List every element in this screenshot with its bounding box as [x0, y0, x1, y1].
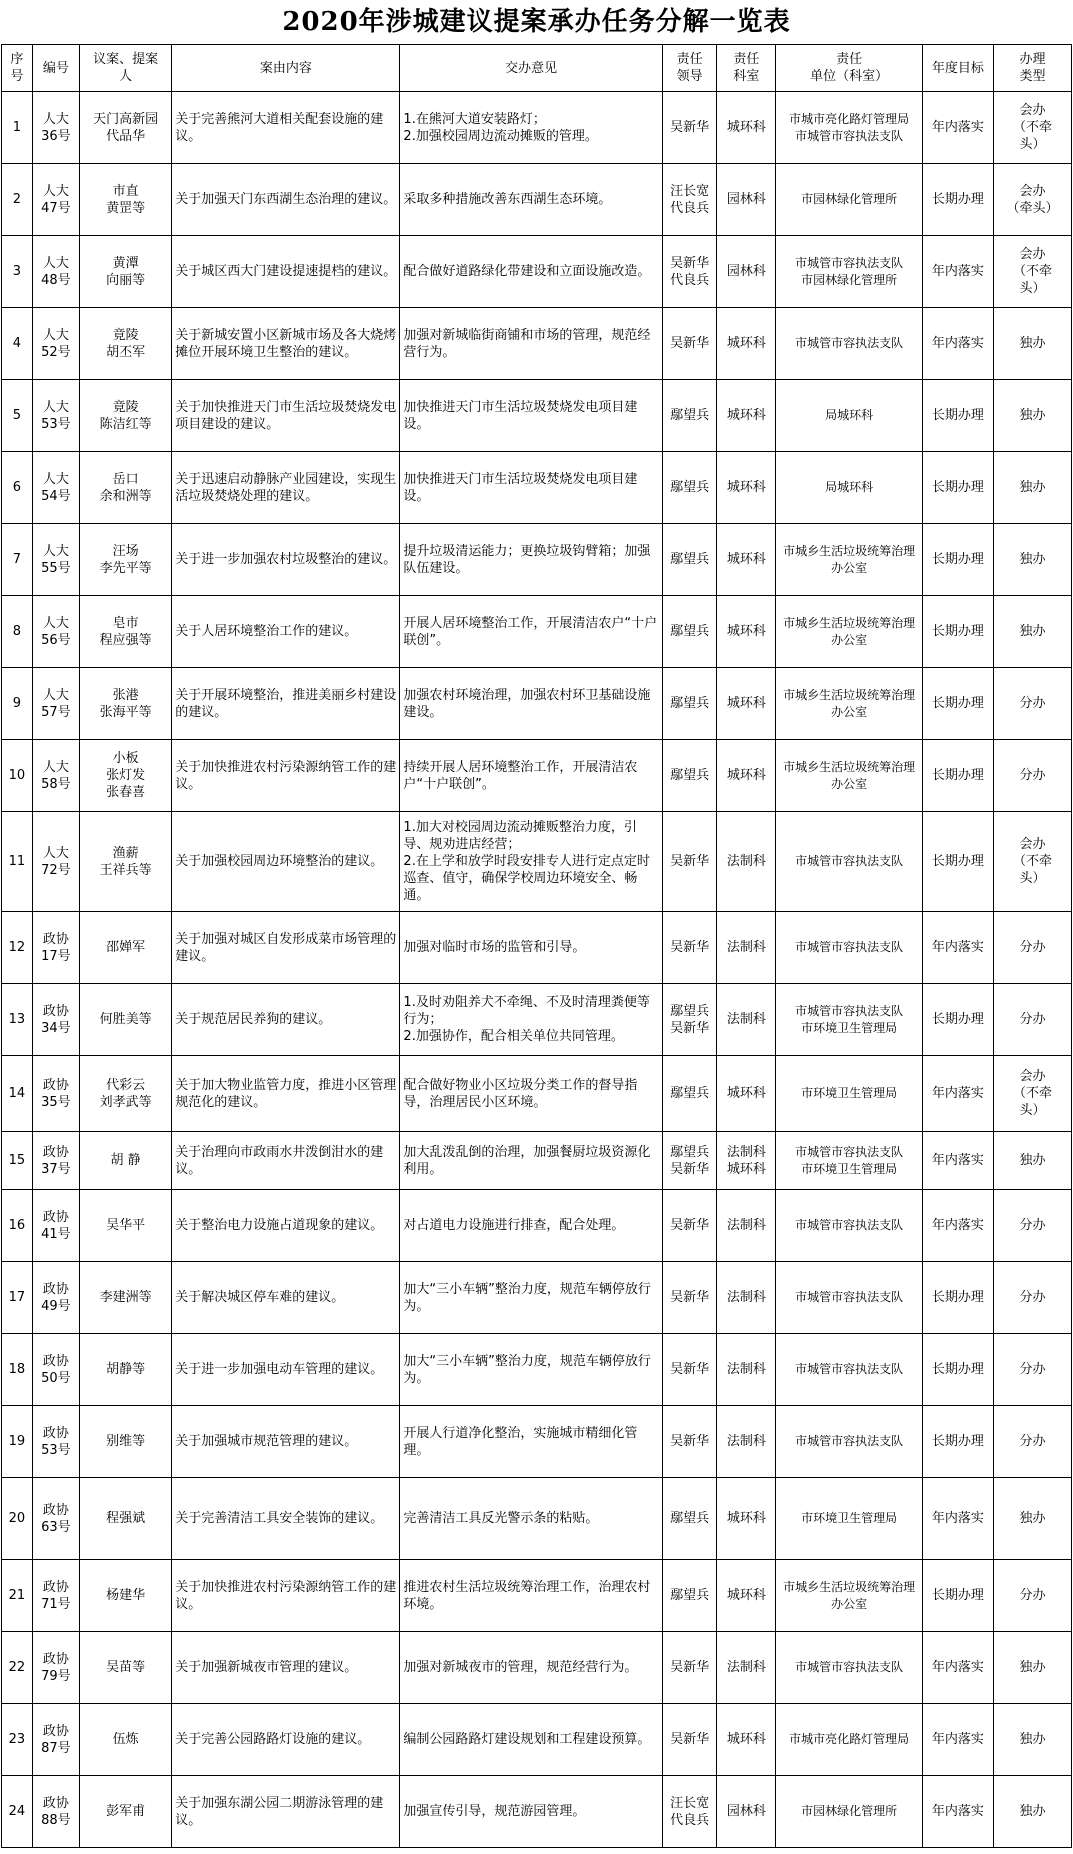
cell-opinion: 加大乱泼乱倒的治理，加强餐厨垃圾资源化利用。: [400, 1132, 662, 1190]
cell-opinion: 配合做好物业小区垃圾分类工作的督导指导，治理居民小区环境。: [400, 1056, 662, 1132]
table-row: [2, 812, 1072, 912]
table-row: [2, 236, 1072, 308]
cell-dept: 园林科: [717, 164, 776, 236]
cell-seq: 15: [2, 1132, 33, 1190]
header-unit: 责任 单位（科室）: [776, 45, 923, 92]
cell-subject: 关于加强对城区自发形成菜市场管理的建议。: [172, 912, 400, 984]
table-row: [2, 1478, 1072, 1560]
cell-code: 人大 58号: [32, 740, 79, 812]
cell-proposer: 小板 张灯发 张春喜: [80, 740, 172, 812]
cell-goal: 长期办理: [922, 740, 993, 812]
cell-dept: 城环科: [717, 1478, 776, 1560]
cell-subject: 关于加强城市规范管理的建议。: [172, 1406, 400, 1478]
header-subject: 案由内容: [172, 45, 400, 92]
cell-unit: 市城管市容执法支队: [776, 308, 923, 380]
table-row: [2, 1406, 1072, 1478]
cell-seq: 24: [2, 1776, 33, 1848]
cell-dept: 城环科: [717, 452, 776, 524]
cell-seq: 9: [2, 668, 33, 740]
cell-opinion: 编制公园路路灯建设规划和工程建设预算。: [400, 1704, 662, 1776]
cell-goal: 年内落实: [922, 1478, 993, 1560]
cell-unit: 市城管市容执法支队: [776, 1406, 923, 1478]
cell-proposer: 竟陵 胡丕军: [80, 308, 172, 380]
cell-subject: 关于加强东湖公园二期游泳管理的建议。: [172, 1776, 400, 1848]
cell-dept: 法制科: [717, 1190, 776, 1262]
cell-code: 政协 34号: [32, 984, 79, 1056]
cell-proposer: 渔薪 王祥兵等: [80, 812, 172, 912]
cell-type: 分办: [993, 1334, 1071, 1406]
cell-goal: 长期办理: [922, 668, 993, 740]
cell-opinion: 加大“三小车辆”整治力度，规范车辆停放行为。: [400, 1262, 662, 1334]
cell-leader: 鄢望兵 吴新华: [662, 1132, 716, 1190]
cell-opinion: 加大“三小车辆”整治力度，规范车辆停放行为。: [400, 1334, 662, 1406]
table-row: [2, 668, 1072, 740]
cell-seq: 7: [2, 524, 33, 596]
cell-dept: 园林科: [717, 236, 776, 308]
cell-code: 政协 41号: [32, 1190, 79, 1262]
cell-leader: 吴新华: [662, 1334, 716, 1406]
header-dept: 责任 科室: [717, 45, 776, 92]
cell-proposer: 吴苗等: [80, 1632, 172, 1704]
cell-proposer: 杨建华: [80, 1560, 172, 1632]
cell-goal: 年内落实: [922, 912, 993, 984]
cell-leader: 吴新华: [662, 92, 716, 164]
cell-unit: 市城市亮化路灯管理局: [776, 1704, 923, 1776]
cell-code: 政协 50号: [32, 1334, 79, 1406]
table-row: [2, 984, 1072, 1056]
cell-unit: 市城管市容执法支队: [776, 812, 923, 912]
cell-unit: 市城管市容执法支队: [776, 1262, 923, 1334]
cell-subject: 关于加快推进农村污染源纳管工作的建议。: [172, 1560, 400, 1632]
cell-dept: 城环科: [717, 524, 776, 596]
cell-subject: 关于进一步加强电动车管理的建议。: [172, 1334, 400, 1406]
cell-proposer: 胡 静: [80, 1132, 172, 1190]
table-row: [2, 164, 1072, 236]
cell-seq: 11: [2, 812, 33, 912]
cell-code: 人大 56号: [32, 596, 79, 668]
cell-dept: 法制科: [717, 984, 776, 1056]
cell-opinion: 开展人居环境整治工作，开展清洁农户“十户联创”。: [400, 596, 662, 668]
cell-code: 政协 37号: [32, 1132, 79, 1190]
cell-leader: 吴新华: [662, 308, 716, 380]
cell-unit: 市城管市容执法支队 市环境卫生管理局: [776, 984, 923, 1056]
cell-leader: 吴新华: [662, 1704, 716, 1776]
cell-code: 人大 52号: [32, 308, 79, 380]
cell-goal: 年内落实: [922, 1190, 993, 1262]
cell-unit: 市城管市容执法支队 市园林绿化管理所: [776, 236, 923, 308]
cell-subject: 关于完善清洁工具安全装饰的建议。: [172, 1478, 400, 1560]
cell-seq: 12: [2, 912, 33, 984]
cell-code: 政协 88号: [32, 1776, 79, 1848]
cell-type: 独办: [993, 380, 1071, 452]
cell-leader: 鄢望兵: [662, 452, 716, 524]
header-code: 编号: [32, 45, 79, 92]
cell-type: 独办: [993, 524, 1071, 596]
cell-subject: 关于新城安置小区新城市场及各大烧烤摊位开展环境卫生整治的建议。: [172, 308, 400, 380]
cell-subject: 关于加快推进农村污染源纳管工作的建议。: [172, 740, 400, 812]
cell-seq: 1: [2, 92, 33, 164]
table-row: [2, 1056, 1072, 1132]
cell-code: 人大 57号: [32, 668, 79, 740]
cell-seq: 5: [2, 380, 33, 452]
cell-proposer: 岳口 余和洲等: [80, 452, 172, 524]
cell-opinion: 加强对新城临街商铺和市场的管理，规范经营行为。: [400, 308, 662, 380]
cell-type: 分办: [993, 1406, 1071, 1478]
cell-dept: 法制科: [717, 1334, 776, 1406]
cell-code: 政协 79号: [32, 1632, 79, 1704]
task-table: [1, 44, 1072, 1848]
cell-seq: 17: [2, 1262, 33, 1334]
table-row: [2, 92, 1072, 164]
cell-goal: 长期办理: [922, 164, 993, 236]
cell-unit: 市城管市容执法支队: [776, 1334, 923, 1406]
cell-code: 政协 87号: [32, 1704, 79, 1776]
cell-unit: 市城管市容执法支队: [776, 1190, 923, 1262]
cell-code: 人大 55号: [32, 524, 79, 596]
cell-seq: 10: [2, 740, 33, 812]
cell-leader: 鄢望兵 吴新华: [662, 984, 716, 1056]
cell-type: 独办: [993, 1704, 1071, 1776]
cell-goal: 长期办理: [922, 596, 993, 668]
cell-dept: 城环科: [717, 596, 776, 668]
cell-subject: 关于解决城区停车难的建议。: [172, 1262, 400, 1334]
cell-seq: 21: [2, 1560, 33, 1632]
cell-type: 会办 （不牵 头）: [993, 1056, 1071, 1132]
cell-opinion: 持续开展人居环境整治工作，开展清洁农户“十户联创”。: [400, 740, 662, 812]
table-row: [2, 452, 1072, 524]
cell-leader: 鄢望兵: [662, 668, 716, 740]
cell-goal: 年内落实: [922, 1632, 993, 1704]
cell-subject: 关于加强天门东西湖生态治理的建议。: [172, 164, 400, 236]
cell-dept: 城环科: [717, 1056, 776, 1132]
cell-code: 政协 71号: [32, 1560, 79, 1632]
cell-dept: 城环科: [717, 1704, 776, 1776]
cell-code: 政协 17号: [32, 912, 79, 984]
cell-goal: 年内落实: [922, 1776, 993, 1848]
cell-proposer: 李建洲等: [80, 1262, 172, 1334]
cell-opinion: 配合做好道路绿化带建设和立面设施改造。: [400, 236, 662, 308]
cell-opinion: 加快推进天门市生活垃圾焚烧发电项目建设。: [400, 380, 662, 452]
cell-code: 人大 36号: [32, 92, 79, 164]
cell-leader: 吴新华: [662, 912, 716, 984]
cell-goal: 长期办理: [922, 812, 993, 912]
cell-subject: 关于加快推进天门市生活垃圾焚烧发电项目建设的建议。: [172, 380, 400, 452]
cell-code: 人大 54号: [32, 452, 79, 524]
cell-type: 分办: [993, 740, 1071, 812]
header-opinion: 交办意见: [400, 45, 662, 92]
cell-type: 独办: [993, 308, 1071, 380]
cell-leader: 鄢望兵: [662, 1560, 716, 1632]
cell-opinion: 加强宣传引导，规范游园管理。: [400, 1776, 662, 1848]
cell-proposer: 胡静等: [80, 1334, 172, 1406]
page-title: 2020年涉城建议提案承办任务分解一览表: [282, 7, 791, 37]
cell-unit: 市城管市容执法支队: [776, 912, 923, 984]
cell-proposer: 竟陵 陈洁红等: [80, 380, 172, 452]
cell-code: 政协 35号: [32, 1056, 79, 1132]
cell-opinion: 对占道电力设施进行排查，配合处理。: [400, 1190, 662, 1262]
cell-proposer: 邵婵军: [80, 912, 172, 984]
table-row: [2, 1704, 1072, 1776]
cell-leader: 鄢望兵: [662, 524, 716, 596]
cell-subject: 关于完善公园路路灯设施的建议。: [172, 1704, 400, 1776]
cell-proposer: 皂市 程应强等: [80, 596, 172, 668]
cell-type: 分办: [993, 1560, 1071, 1632]
cell-leader: 汪长宽 代良兵: [662, 164, 716, 236]
cell-dept: 城环科: [717, 668, 776, 740]
cell-seq: 4: [2, 308, 33, 380]
cell-subject: 关于进一步加强农村垃圾整治的建议。: [172, 524, 400, 596]
cell-unit: 市城管市容执法支队: [776, 1632, 923, 1704]
table-row: [2, 1190, 1072, 1262]
header-leader: 责任 领导: [662, 45, 716, 92]
cell-seq: 19: [2, 1406, 33, 1478]
cell-code: 政协 53号: [32, 1406, 79, 1478]
cell-goal: 年内落实: [922, 236, 993, 308]
cell-goal: 年内落实: [922, 308, 993, 380]
cell-leader: 鄢望兵: [662, 1056, 716, 1132]
cell-unit: 市城乡生活垃圾统筹治理办公室: [776, 668, 923, 740]
cell-type: 会办 （不牵 头）: [993, 236, 1071, 308]
header-proposer: 议案、提案 人: [80, 45, 172, 92]
cell-code: 政协 63号: [32, 1478, 79, 1560]
cell-proposer: 何胜美等: [80, 984, 172, 1056]
cell-seq: 23: [2, 1704, 33, 1776]
cell-proposer: 吴华平: [80, 1190, 172, 1262]
table-row: [2, 1776, 1072, 1848]
cell-dept: 法制科: [717, 1406, 776, 1478]
cell-leader: 鄢望兵: [662, 380, 716, 452]
cell-subject: 关于人居环境整治工作的建议。: [172, 596, 400, 668]
cell-goal: 长期办理: [922, 1334, 993, 1406]
cell-leader: 鄢望兵: [662, 1478, 716, 1560]
cell-unit: 市城乡生活垃圾统筹治理办公室: [776, 596, 923, 668]
table-row: [2, 740, 1072, 812]
cell-seq: 13: [2, 984, 33, 1056]
cell-goal: 年内落实: [922, 1704, 993, 1776]
cell-unit: 市园林绿化管理所: [776, 164, 923, 236]
table-row: [2, 1560, 1072, 1632]
cell-seq: 14: [2, 1056, 33, 1132]
cell-unit: 局城环科: [776, 452, 923, 524]
cell-unit: 市城市亮化路灯管理局 市城管市容执法支队: [776, 92, 923, 164]
cell-proposer: 代彩云 刘孝武等: [80, 1056, 172, 1132]
cell-opinion: 加强对临时市场的监管和引导。: [400, 912, 662, 984]
cell-goal: 长期办理: [922, 1406, 993, 1478]
cell-goal: 长期办理: [922, 380, 993, 452]
cell-subject: 关于城区西大门建设提速提档的建议。: [172, 236, 400, 308]
cell-unit: 局城环科: [776, 380, 923, 452]
cell-subject: 关于加强新城夜市管理的建议。: [172, 1632, 400, 1704]
header-goal: 年度目标: [922, 45, 993, 92]
cell-subject: 关于加大物业监管力度，推进小区管理规范化的建议。: [172, 1056, 400, 1132]
table-header-row: [2, 45, 1072, 92]
cell-type: 独办: [993, 1632, 1071, 1704]
cell-dept: 城环科: [717, 1560, 776, 1632]
cell-dept: 城环科: [717, 92, 776, 164]
cell-type: 独办: [993, 1776, 1071, 1848]
cell-code: 人大 53号: [32, 380, 79, 452]
cell-seq: 8: [2, 596, 33, 668]
cell-dept: 法制科 城环科: [717, 1132, 776, 1190]
cell-leader: 吴新华: [662, 1406, 716, 1478]
cell-subject: 关于完善熊河大道相关配套设施的建议。: [172, 92, 400, 164]
header-type: 办理 类型: [993, 45, 1071, 92]
cell-leader: 吴新华: [662, 1262, 716, 1334]
cell-proposer: 程强斌: [80, 1478, 172, 1560]
cell-unit: 市城管市容执法支队 市环境卫生管理局: [776, 1132, 923, 1190]
cell-type: 会办 （不牵 头）: [993, 92, 1071, 164]
cell-type: 分办: [993, 1190, 1071, 1262]
cell-type: 独办: [993, 1132, 1071, 1190]
cell-leader: 吴新华 代良兵: [662, 236, 716, 308]
cell-goal: 长期办理: [922, 1560, 993, 1632]
cell-goal: 长期办理: [922, 452, 993, 524]
cell-dept: 法制科: [717, 912, 776, 984]
cell-proposer: 黄潭 向丽等: [80, 236, 172, 308]
cell-proposer: 张港 张海平等: [80, 668, 172, 740]
cell-type: 分办: [993, 912, 1071, 984]
cell-leader: 鄢望兵: [662, 740, 716, 812]
cell-subject: 关于规范居民养狗的建议。: [172, 984, 400, 1056]
cell-unit: 市环境卫生管理局: [776, 1056, 923, 1132]
cell-goal: 长期办理: [922, 1262, 993, 1334]
cell-type: 独办: [993, 1478, 1071, 1560]
cell-opinion: 1.及时劝阻养犬不牵绳、不及时清理粪便等行为； 2.加强协作，配合相关单位共同管理。: [400, 984, 662, 1056]
cell-leader: 吴新华: [662, 1190, 716, 1262]
cell-leader: 汪长宽 代良兵: [662, 1776, 716, 1848]
cell-goal: 长期办理: [922, 984, 993, 1056]
table-row: [2, 380, 1072, 452]
cell-dept: 法制科: [717, 1262, 776, 1334]
cell-opinion: 加强对新城夜市的管理，规范经营行为。: [400, 1632, 662, 1704]
cell-type: 分办: [993, 1262, 1071, 1334]
table-row: [2, 912, 1072, 984]
cell-type: 独办: [993, 452, 1071, 524]
table-row: [2, 1632, 1072, 1704]
cell-opinion: 加强农村环境治理，加强农村环卫基础设施建设。: [400, 668, 662, 740]
cell-opinion: 1.加大对校园周边流动摊贩整治力度，引导、规劝进店经营； 2.在上学和放学时段安排专人进行定点定时巡查、值守，确保学校周边环境安全、畅通。: [400, 812, 662, 912]
cell-opinion: 完善清洁工具反光警示条的粘贴。: [400, 1478, 662, 1560]
cell-opinion: 1.在熊河大道安装路灯； 2.加强校园周边流动摊贩的管理。: [400, 92, 662, 164]
cell-subject: 关于加强校园周边环境整治的建议。: [172, 812, 400, 912]
cell-goal: 年内落实: [922, 1056, 993, 1132]
header-seq: 序 号: [2, 45, 33, 92]
cell-leader: 鄢望兵: [662, 596, 716, 668]
cell-seq: 3: [2, 236, 33, 308]
cell-seq: 22: [2, 1632, 33, 1704]
cell-unit: 市城乡生活垃圾统筹治理办公室: [776, 1560, 923, 1632]
cell-opinion: 采取多种措施改善东西湖生态环境。: [400, 164, 662, 236]
cell-unit: 市城乡生活垃圾统筹治理办公室: [776, 524, 923, 596]
cell-goal: 长期办理: [922, 524, 993, 596]
cell-type: 独办: [993, 596, 1071, 668]
cell-proposer: 彭军甫: [80, 1776, 172, 1848]
table-row: [2, 596, 1072, 668]
cell-subject: 关于整治电力设施占道现象的建议。: [172, 1190, 400, 1262]
cell-type: 分办: [993, 984, 1071, 1056]
cell-dept: 城环科: [717, 308, 776, 380]
cell-seq: 6: [2, 452, 33, 524]
cell-type: 分办: [993, 668, 1071, 740]
cell-code: 政协 49号: [32, 1262, 79, 1334]
cell-proposer: 别维等: [80, 1406, 172, 1478]
cell-code: 人大 48号: [32, 236, 79, 308]
table-row: [2, 1132, 1072, 1190]
cell-seq: 16: [2, 1190, 33, 1262]
cell-unit: 市城乡生活垃圾统筹治理办公室: [776, 740, 923, 812]
cell-goal: 年内落实: [922, 92, 993, 164]
table-row: [2, 1334, 1072, 1406]
cell-opinion: 加快推进天门市生活垃圾焚烧发电项目建设。: [400, 452, 662, 524]
cell-dept: 园林科: [717, 1776, 776, 1848]
cell-subject: 关于治理向市政雨水井泼倒泔水的建议。: [172, 1132, 400, 1190]
cell-unit: 市园林绿化管理所: [776, 1776, 923, 1848]
cell-opinion: 提升垃圾清运能力；更换垃圾钩臂箱；加强队伍建设。: [400, 524, 662, 596]
cell-seq: 18: [2, 1334, 33, 1406]
cell-code: 人大 47号: [32, 164, 79, 236]
cell-opinion: 推进农村生活垃圾统筹治理工作，治理农村环境。: [400, 1560, 662, 1632]
table-row: [2, 308, 1072, 380]
cell-leader: 吴新华: [662, 1632, 716, 1704]
cell-unit: 市环境卫生管理局: [776, 1478, 923, 1560]
table-row: [2, 1262, 1072, 1334]
cell-seq: 2: [2, 164, 33, 236]
cell-dept: 法制科: [717, 812, 776, 912]
cell-proposer: 天门高新园 代品华: [80, 92, 172, 164]
cell-subject: 关于迅速启动静脉产业园建设，实现生活垃圾焚烧处理的建议。: [172, 452, 400, 524]
cell-opinion: 开展人行道净化整治，实施城市精细化管理。: [400, 1406, 662, 1478]
cell-proposer: 汪场 李先平等: [80, 524, 172, 596]
cell-proposer: 市直 黄罡等: [80, 164, 172, 236]
cell-code: 人大 72号: [32, 812, 79, 912]
cell-seq: 20: [2, 1478, 33, 1560]
cell-dept: 城环科: [717, 380, 776, 452]
cell-leader: 吴新华: [662, 812, 716, 912]
cell-type: 会办 （牵头）: [993, 164, 1071, 236]
cell-subject: 关于开展环境整治，推进美丽乡村建设的建议。: [172, 668, 400, 740]
cell-goal: 年内落实: [922, 1132, 993, 1190]
cell-proposer: 伍炼: [80, 1704, 172, 1776]
cell-type: 会办 （不牵 头）: [993, 812, 1071, 912]
table-row: [2, 524, 1072, 596]
cell-dept: 城环科: [717, 740, 776, 812]
cell-dept: 法制科: [717, 1632, 776, 1704]
